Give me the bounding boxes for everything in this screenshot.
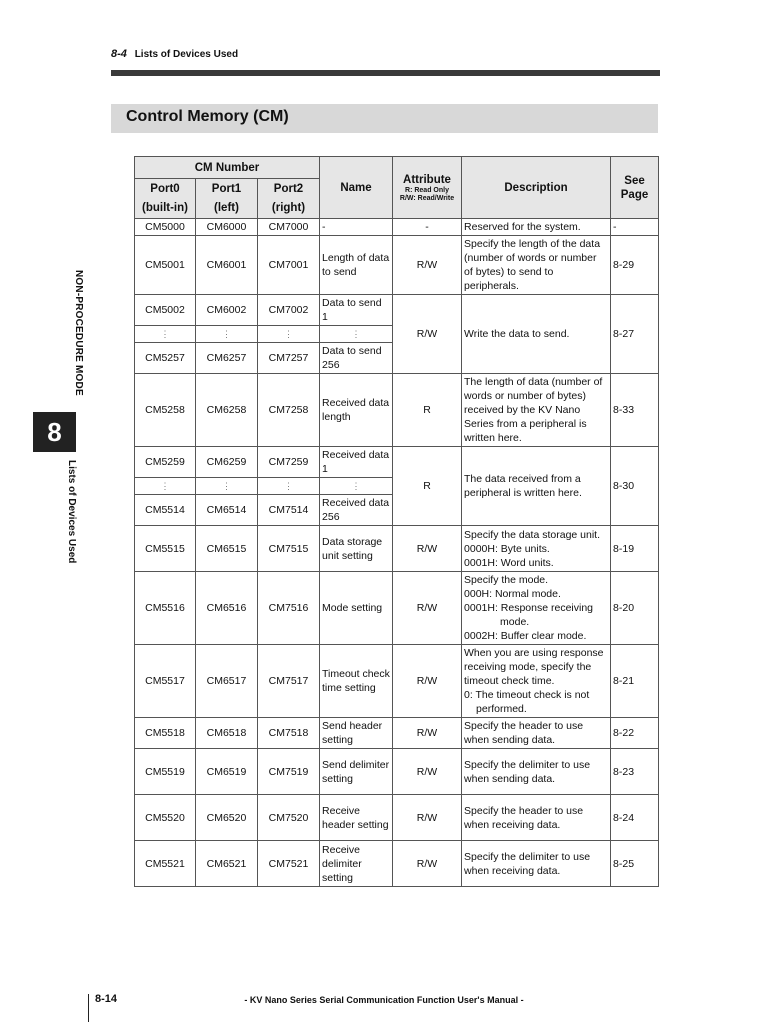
- attribute-cell: R/W: [393, 718, 462, 749]
- port0-header: Port0: [135, 179, 196, 199]
- attribute-header: [393, 157, 462, 219]
- table-row: [135, 219, 659, 236]
- port0-cell: CM5001: [135, 236, 196, 295]
- port1-cell: CM6515: [196, 526, 258, 572]
- attribute-cell: R/W: [393, 295, 462, 374]
- description-cell: [462, 572, 611, 645]
- name-cell: Received data 256: [320, 495, 393, 526]
- see-page-cell: -: [611, 219, 659, 236]
- cm-table: [134, 156, 659, 887]
- port1-cell: ⋮: [196, 326, 258, 343]
- port2-subheader: (right): [258, 199, 320, 219]
- port0-cell: CM5002: [135, 295, 196, 326]
- port1-cell: CM6000: [196, 219, 258, 236]
- port2-cell: ⋮: [258, 478, 320, 495]
- footer-manual-title: - KV Nano Series Serial Communication Function User's Manual -: [244, 995, 524, 1005]
- description-cell: Specify the length of the data (number of words or number of bytes) to send to peripherals.: [462, 236, 611, 295]
- table-row: [135, 236, 659, 295]
- attribute-cell: R/W: [393, 572, 462, 645]
- attribute-cell: -: [393, 219, 462, 236]
- table-row: [135, 374, 659, 447]
- port2-cell: CM7001: [258, 236, 320, 295]
- port0-cell: CM5517: [135, 645, 196, 718]
- attribute-read-write-note: R/W: Read/Write: [399, 194, 455, 202]
- attribute-cell: R/W: [393, 841, 462, 887]
- port2-cell: CM7519: [258, 749, 320, 795]
- description-cell: Write the data to send.: [462, 295, 611, 374]
- port0-cell: CM5519: [135, 749, 196, 795]
- name-cell: Length of data to send: [320, 236, 393, 295]
- port2-cell: CM7516: [258, 572, 320, 645]
- port2-header: Port2: [258, 179, 320, 199]
- port1-subheader: (left): [196, 199, 258, 219]
- port2-cell: CM7257: [258, 343, 320, 374]
- see-page-cell: 8-33: [611, 374, 659, 447]
- port1-cell: CM6001: [196, 236, 258, 295]
- table-row: [135, 645, 659, 718]
- see-page-cell: 8-24: [611, 795, 659, 841]
- name-cell: Receive header setting: [320, 795, 393, 841]
- attribute-cell: R/W: [393, 526, 462, 572]
- table-row: [135, 718, 659, 749]
- description-line: mode.: [500, 616, 530, 628]
- port0-cell: CM5518: [135, 718, 196, 749]
- port1-header: Port1: [196, 179, 258, 199]
- port1-cell: CM6516: [196, 572, 258, 645]
- description-line: Specify the mode.: [464, 574, 549, 586]
- section-banner: [111, 104, 658, 133]
- name-cell: Receive delimiter setting: [320, 841, 393, 887]
- description-cell: [462, 526, 611, 572]
- description-cell: Specify the delimiter to use when sending data.: [462, 749, 611, 795]
- description-line: 0: The timeout check is not: [464, 689, 590, 701]
- port0-cell: CM5257: [135, 343, 196, 374]
- name-cell: -: [320, 219, 393, 236]
- name-header: Name: [320, 157, 393, 219]
- description-cell: Specify the header to use when receiving data.: [462, 795, 611, 841]
- description-cell: [462, 645, 611, 718]
- side-label-section: Lists of Devices Used: [66, 460, 77, 564]
- description-cell: Reserved for the system.: [462, 219, 611, 236]
- port0-cell: CM5000: [135, 219, 196, 236]
- port1-cell: CM6520: [196, 795, 258, 841]
- attribute-read-only-note: R: Read Only: [405, 186, 449, 194]
- port1-cell: ⋮: [196, 478, 258, 495]
- footer-page-number: 8-14: [95, 993, 118, 1005]
- port2-cell: CM7518: [258, 718, 320, 749]
- section-title: Lists of Devices Used: [134, 49, 239, 60]
- banner-title: Control Memory (CM): [126, 108, 289, 125]
- port0-cell: ⋮: [135, 326, 196, 343]
- port1-cell: CM6257: [196, 343, 258, 374]
- port1-cell: CM6521: [196, 841, 258, 887]
- see-page-cell: 8-25: [611, 841, 659, 887]
- chapter-tab: 8: [33, 412, 76, 452]
- port0-subheader: (built-in): [135, 199, 196, 219]
- port1-cell: CM6517: [196, 645, 258, 718]
- description-cell: The data received from a peripheral is written here.: [462, 447, 611, 526]
- header-rule: [111, 70, 660, 76]
- description-line: 0000H: Byte units.: [464, 542, 550, 555]
- table-row: [135, 749, 659, 795]
- description-cell: The length of data (number of words or number of bytes) received by the KV Nano Series from a peripheral is written here.: [462, 374, 611, 447]
- port0-cell: CM5521: [135, 841, 196, 887]
- attribute-cell: R/W: [393, 645, 462, 718]
- port0-cell: CM5516: [135, 572, 196, 645]
- port2-cell: CM7002: [258, 295, 320, 326]
- port0-cell: ⋮: [135, 478, 196, 495]
- attribute-cell: R: [393, 374, 462, 447]
- table-row: [135, 572, 659, 645]
- description-line: Specify the data storage unit.: [464, 528, 601, 541]
- see-page-cell: 8-23: [611, 749, 659, 795]
- attribute-cell: R: [393, 447, 462, 526]
- table-row: [135, 526, 659, 572]
- port0-cell: CM5259: [135, 447, 196, 478]
- attribute-header-label: Attribute: [403, 173, 451, 186]
- name-cell: Data to send 256: [320, 343, 393, 374]
- port2-cell: CM7258: [258, 374, 320, 447]
- name-cell: Data to send 1: [320, 295, 393, 326]
- see-page-header: See Page: [611, 157, 659, 219]
- cm-number-header: CM Number: [135, 157, 320, 179]
- name-cell: ⋮: [320, 478, 393, 495]
- description-cell: Specify the delimiter to use when receiving data.: [462, 841, 611, 887]
- description-line: When you are using response receiving mode, specify the timeout check time.: [464, 647, 604, 687]
- side-label-mode: NON-PROCEDURE MODE: [73, 270, 84, 396]
- attribute-cell: R/W: [393, 795, 462, 841]
- description-cell: Specify the header to use when sending data.: [462, 718, 611, 749]
- description-header: Description: [462, 157, 611, 219]
- see-page-cell: 8-20: [611, 572, 659, 645]
- port2-cell: CM7520: [258, 795, 320, 841]
- description-line: 000H: Normal mode.: [464, 588, 561, 600]
- port1-cell: CM6002: [196, 295, 258, 326]
- name-cell: Received data length: [320, 374, 393, 447]
- name-cell: Timeout check time setting: [320, 645, 393, 718]
- port1-cell: CM6518: [196, 718, 258, 749]
- port2-cell: CM7259: [258, 447, 320, 478]
- table-row: [135, 295, 659, 326]
- table-row: [135, 795, 659, 841]
- name-cell: Mode setting: [320, 572, 393, 645]
- see-page-cell: 8-21: [611, 645, 659, 718]
- see-page-cell: 8-27: [611, 295, 659, 374]
- section-number: 8-4: [111, 48, 127, 60]
- description-line: 0001H: Word units.: [464, 556, 554, 569]
- description-line: 0001H: Response receiving: [464, 602, 594, 614]
- port2-cell: CM7000: [258, 219, 320, 236]
- port0-cell: CM5514: [135, 495, 196, 526]
- port2-cell: CM7514: [258, 495, 320, 526]
- table-row: [135, 447, 659, 478]
- name-cell: Received data 1: [320, 447, 393, 478]
- table-row: [135, 841, 659, 887]
- port0-cell: CM5515: [135, 526, 196, 572]
- port0-cell: CM5258: [135, 374, 196, 447]
- port2-cell: CM7515: [258, 526, 320, 572]
- see-page-cell: 8-29: [611, 236, 659, 295]
- see-page-cell: 8-19: [611, 526, 659, 572]
- description-line: performed.: [476, 703, 527, 715]
- port1-cell: CM6514: [196, 495, 258, 526]
- port1-cell: CM6258: [196, 374, 258, 447]
- name-cell: Send header setting: [320, 718, 393, 749]
- running-header: [111, 48, 238, 60]
- name-cell: ⋮: [320, 326, 393, 343]
- description-line: 0002H: Buffer clear mode.: [464, 630, 587, 642]
- name-cell: Data storage unit setting: [320, 526, 393, 572]
- name-cell: Send delimiter setting: [320, 749, 393, 795]
- attribute-cell: R/W: [393, 749, 462, 795]
- port1-cell: CM6519: [196, 749, 258, 795]
- port2-cell: CM7521: [258, 841, 320, 887]
- port2-cell: ⋮: [258, 326, 320, 343]
- attribute-cell: R/W: [393, 236, 462, 295]
- port2-cell: CM7517: [258, 645, 320, 718]
- see-page-cell: 8-22: [611, 718, 659, 749]
- port0-cell: CM5520: [135, 795, 196, 841]
- see-page-cell: 8-30: [611, 447, 659, 526]
- port1-cell: CM6259: [196, 447, 258, 478]
